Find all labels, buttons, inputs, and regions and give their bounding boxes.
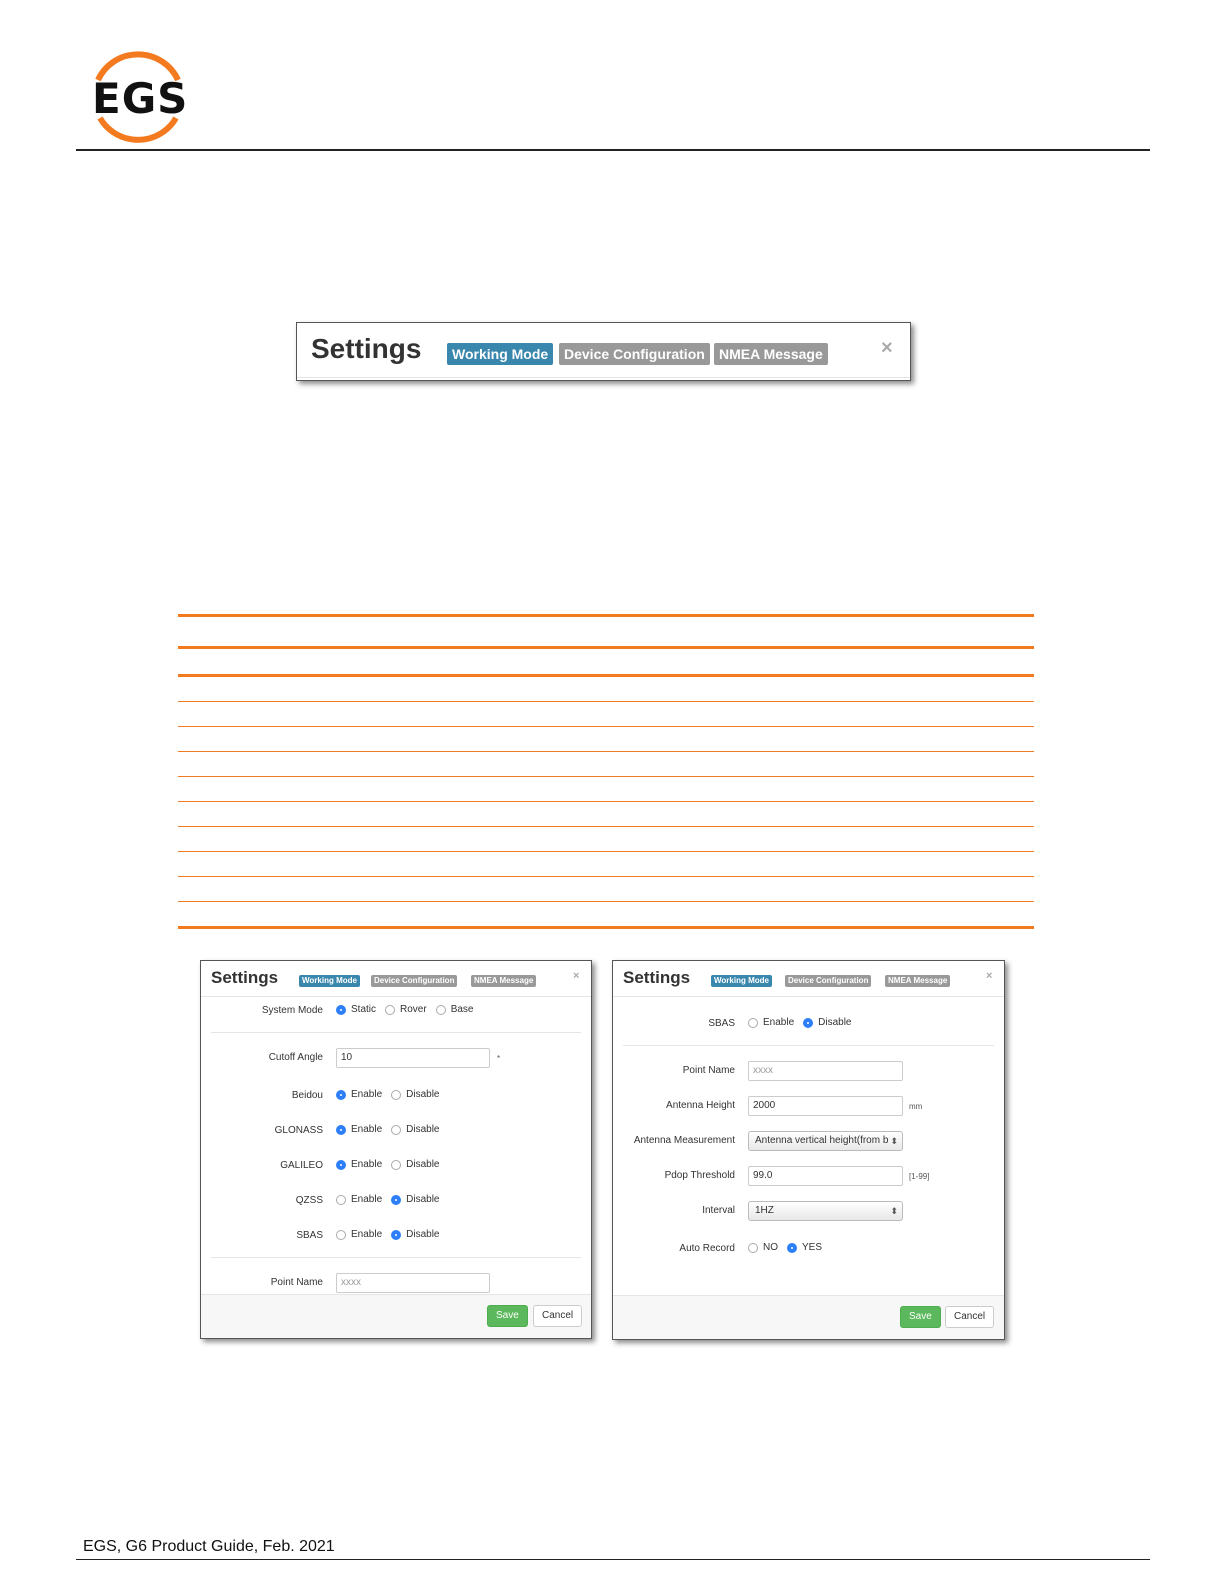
settings-dialog-right [612, 960, 1005, 1340]
footer-rule [76, 1559, 1150, 1560]
divider [211, 1257, 581, 1258]
radio-checked-icon[interactable] [336, 1005, 346, 1015]
tab-device-configuration[interactable]: Device Configuration [559, 343, 710, 365]
radio-checked-icon[interactable] [336, 1125, 346, 1135]
interval-row [613, 1201, 1004, 1223]
point-name-row [613, 1061, 1004, 1083]
empty-table [178, 614, 1034, 929]
point-name-label: Point Name [682, 1065, 735, 1076]
radio-enable[interactable]: Enable [748, 1017, 794, 1028]
point-name-label: Point Name [270, 1277, 323, 1288]
dialog-header [613, 961, 1004, 997]
close-icon[interactable]: × [881, 337, 893, 359]
radio-enable[interactable]: Enable [336, 1194, 382, 1205]
sbas-row [201, 1226, 591, 1248]
range-hint: [1-99] [909, 1172, 930, 1181]
tab-nmea-message[interactable]: NMEA Message [471, 975, 536, 987]
dialog-header [297, 323, 910, 378]
beidou-label: Beidou [291, 1090, 323, 1101]
radio-unchecked-icon[interactable] [336, 1230, 346, 1240]
glonass-label: GLONASS [274, 1125, 323, 1136]
unit-label: mm [909, 1102, 923, 1111]
radio-unchecked-icon[interactable] [391, 1090, 401, 1100]
radio-checked-icon[interactable] [803, 1018, 813, 1028]
radio-yes[interactable]: YES [787, 1242, 822, 1253]
radio-rover[interactable]: Rover [385, 1004, 427, 1015]
tab-device-configuration[interactable]: Device Configuration [785, 975, 871, 987]
pdop-threshold-input[interactable]: 99.0 [748, 1166, 903, 1186]
galileo-row [201, 1156, 591, 1178]
radio-no[interactable]: NO [748, 1242, 778, 1253]
cancel-button[interactable]: Cancel [945, 1306, 994, 1328]
radio-unchecked-icon[interactable] [748, 1243, 758, 1253]
cutoff-angle-input[interactable]: 10 [336, 1048, 490, 1068]
sbas-radio-group [748, 1017, 861, 1028]
point-name-input[interactable]: xxxx [748, 1061, 903, 1081]
antenna-height-row [613, 1096, 1004, 1118]
required-mark: * [497, 1054, 501, 1063]
glonass-radio-group [336, 1124, 449, 1135]
qzss-label: QZSS [295, 1195, 323, 1206]
system-mode-row [201, 1001, 591, 1023]
auto-record-label: Auto Record [679, 1243, 735, 1254]
system-mode-radio-group [336, 1004, 483, 1015]
select-arrows-icon: ⬍ [890, 1136, 898, 1146]
dialog-header [201, 961, 591, 997]
tab-nmea-message[interactable]: NMEA Message [714, 343, 828, 365]
radio-base[interactable]: Base [436, 1004, 474, 1015]
dialog-title: Settings [311, 333, 422, 364]
divider [623, 1045, 994, 1046]
tab-working-mode[interactable]: Working Mode [447, 343, 553, 365]
cutoff-angle-row [201, 1048, 591, 1070]
divider [211, 1032, 581, 1033]
radio-checked-icon[interactable] [391, 1195, 401, 1205]
radio-checked-icon[interactable] [336, 1090, 346, 1100]
table-rule [178, 926, 1034, 929]
radio-static[interactable]: Static [336, 1004, 376, 1015]
radio-enable[interactable]: Enable [336, 1124, 382, 1135]
antenna-measurement-label: Antenna Measurement [633, 1135, 735, 1146]
logo-text: EGS [92, 74, 189, 123]
antenna-measurement-row [613, 1131, 1004, 1153]
qzss-radio-group [336, 1194, 449, 1205]
radio-disable[interactable]: Disable [391, 1159, 439, 1170]
tab-device-configuration[interactable]: Device Configuration [371, 975, 457, 987]
select-arrows-icon: ⬍ [890, 1206, 898, 1216]
tab-working-mode[interactable]: Working Mode [299, 975, 360, 987]
point-name-row [201, 1273, 591, 1295]
radio-unchecked-icon[interactable] [391, 1125, 401, 1135]
dialog-title: Settings [211, 968, 279, 987]
radio-checked-icon[interactable] [391, 1230, 401, 1240]
sbas-label: SBAS [296, 1230, 323, 1241]
radio-disable[interactable]: Disable [391, 1089, 439, 1100]
radio-checked-icon[interactable] [336, 1160, 346, 1170]
beidou-row [201, 1086, 591, 1108]
settings-dialog-left [200, 960, 592, 1339]
close-icon[interactable]: × [986, 970, 993, 982]
interval-select[interactable]: 1HZ ⬍ [748, 1201, 903, 1221]
antenna-height-label: Antenna Height [666, 1100, 735, 1111]
radio-enable[interactable]: Enable [336, 1089, 382, 1100]
interval-label: Interval [702, 1205, 735, 1216]
beidou-radio-group [336, 1089, 449, 1100]
header-rule [76, 149, 1150, 151]
radio-unchecked-icon[interactable] [385, 1005, 395, 1015]
antenna-measurement-select[interactable]: Antenna vertical height(from b ⬍ [748, 1131, 903, 1151]
page-footer-text: EGS, G6 Product Guide, Feb. 2021 [83, 1538, 335, 1555]
radio-checked-icon[interactable] [787, 1243, 797, 1253]
point-name-input[interactable]: xxxx [336, 1273, 490, 1293]
radio-unchecked-icon[interactable] [748, 1018, 758, 1028]
radio-disable[interactable]: Disable [391, 1194, 439, 1205]
radio-disable[interactable]: Disable [391, 1229, 439, 1240]
radio-enable[interactable]: Enable [336, 1159, 382, 1170]
antenna-height-input[interactable]: 2000 [748, 1096, 903, 1116]
sbas-row [613, 1014, 1004, 1036]
cutoff-angle-label: Cutoff Angle [268, 1052, 323, 1063]
settings-dialog-header-large [296, 322, 911, 381]
auto-record-row [613, 1239, 1004, 1261]
galileo-label: GALILEO [280, 1160, 323, 1171]
glonass-row [201, 1121, 591, 1143]
qzss-row [201, 1191, 591, 1213]
egs-logo [88, 50, 188, 146]
save-button[interactable]: Save [487, 1305, 528, 1327]
auto-record-radio-group [748, 1242, 831, 1253]
system-mode-label: System Mode [261, 1005, 323, 1016]
radio-enable[interactable]: Enable [336, 1229, 382, 1240]
dialog-title: Settings [623, 968, 691, 987]
radio-disable[interactable]: Disable [803, 1017, 851, 1028]
radio-unchecked-icon[interactable] [391, 1160, 401, 1170]
close-icon[interactable]: × [573, 970, 580, 982]
pdop-threshold-row [613, 1166, 1004, 1188]
galileo-radio-group [336, 1159, 449, 1170]
tab-working-mode[interactable]: Working Mode [711, 975, 772, 987]
sbas-radio-group [336, 1229, 449, 1240]
radio-unchecked-icon[interactable] [436, 1005, 446, 1015]
save-button[interactable]: Save [900, 1306, 941, 1328]
sbas-label: SBAS [708, 1018, 735, 1029]
dialog-footer [201, 1294, 591, 1338]
cancel-button[interactable]: Cancel [533, 1305, 582, 1327]
dialog-footer [613, 1295, 1004, 1339]
tab-nmea-message[interactable]: NMEA Message [885, 975, 950, 987]
radio-unchecked-icon[interactable] [336, 1195, 346, 1205]
radio-disable[interactable]: Disable [391, 1124, 439, 1135]
pdop-threshold-label: Pdop Threshold [664, 1170, 735, 1181]
